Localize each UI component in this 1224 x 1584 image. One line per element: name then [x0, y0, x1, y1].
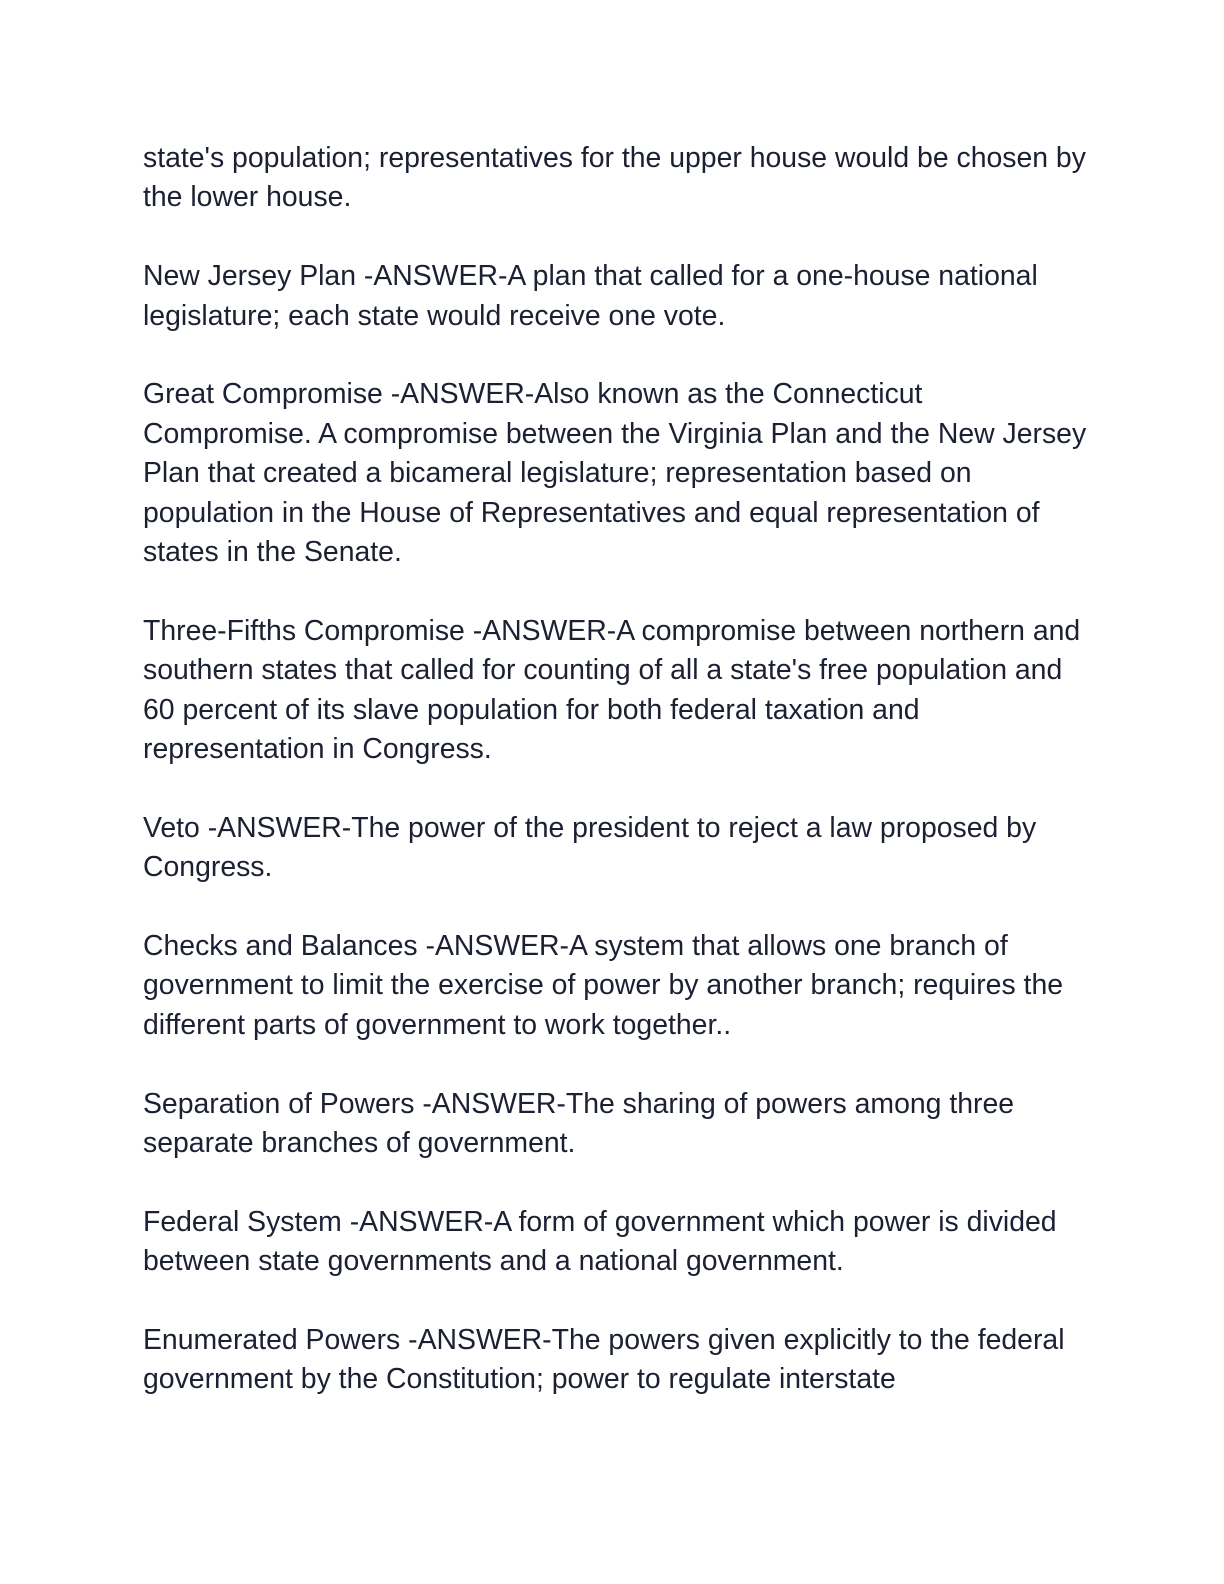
paragraph-three-fifths-compromise: Three-Fifths Compromise -ANSWER-A compromise between northern and southern states that called for counting of all a state's free population and 60 percent of its slave population for both federal taxation and representation in Congress.: [143, 614, 1081, 766]
paragraph-checks-and-balances: Checks and Balances -ANSWER-A system that allows one branch of government to limit the exercise of power by another branch; requires the different parts of government to work together..: [143, 930, 1064, 1041]
document-body: [143, 139, 1088, 1400]
paragraph-great-compromise: Great Compromise -ANSWER-Also known as the Connecticut Compromise. A compromise between the Virginia Plan and the New Jersey Plan that created a bicameral legislature; representation based on population in the House of Representatives and equal representation of states in the Senate.: [143, 378, 1087, 569]
paragraph-separation-of-powers: Separation of Powers -ANSWER-The sharing of powers among three separate branches of government.: [143, 1087, 1015, 1160]
paragraph-veto: Veto -ANSWER-The power of the president to reject a law proposed by Congress.: [143, 811, 1037, 884]
paragraph-new-jersey-plan: New Jersey Plan -ANSWER-A plan that called for a one-house national legislature; each state would receive one vote.: [143, 260, 1038, 332]
paragraph-virginia-plan-continuation: state's population; representatives for the upper house would be chosen by the lower house.: [143, 142, 1086, 214]
paragraph-federal-system: Federal System -ANSWER-A form of government which power is divided between state governments and a national government.: [143, 1205, 1057, 1278]
paragraph-enumerated-powers: Enumerated Powers -ANSWER-The powers given explicitly to the federal government by the Constitution; power to regulate interstate: [143, 1324, 1065, 1396]
